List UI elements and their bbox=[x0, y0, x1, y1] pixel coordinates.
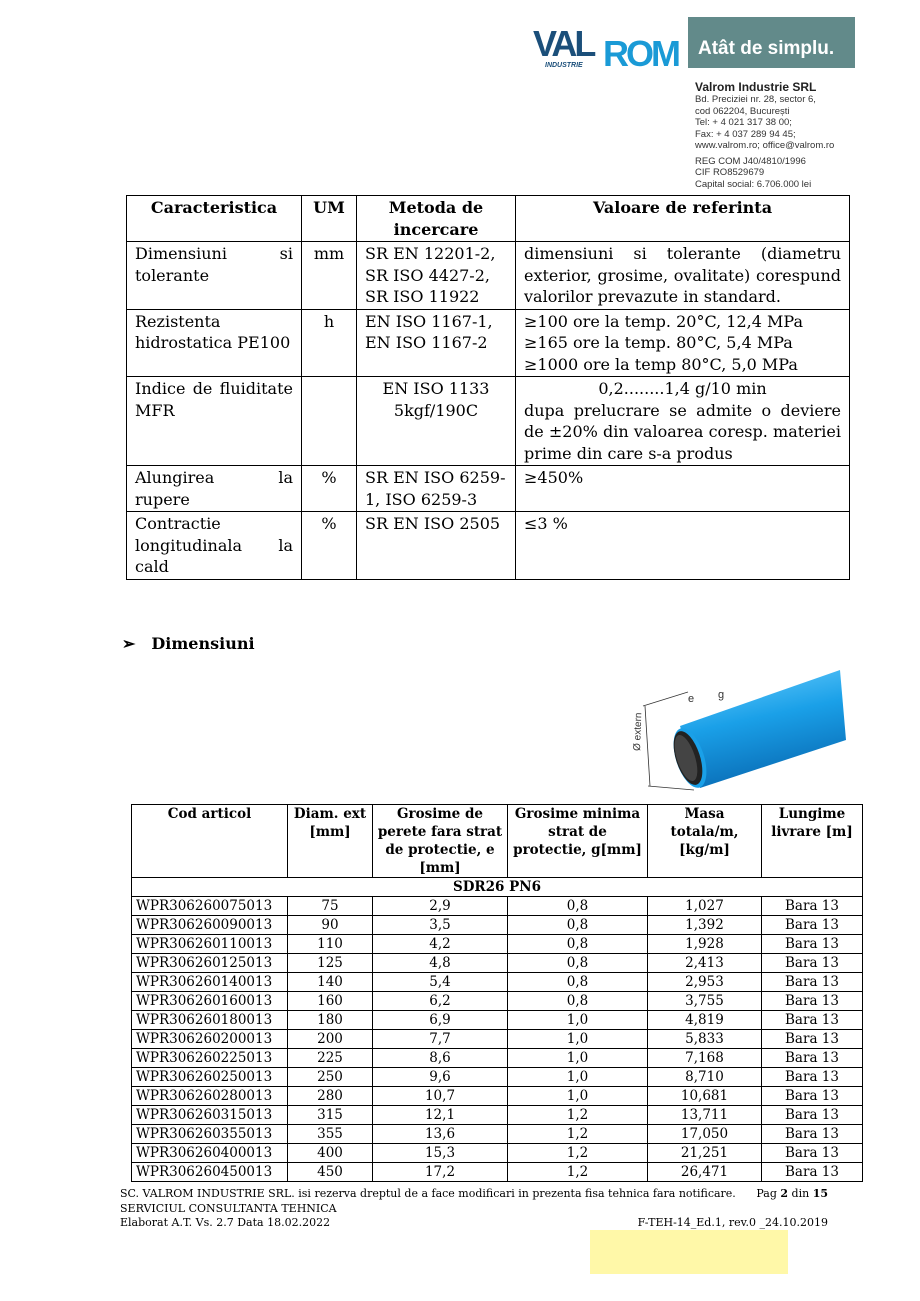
table-header-row bbox=[127, 196, 850, 242]
characteristic: Rezistenta hidrostatica PE100 bbox=[135, 311, 291, 352]
method-cell bbox=[357, 242, 516, 310]
method-cell bbox=[357, 512, 516, 580]
code-cell: WPR306260075013 bbox=[132, 897, 288, 916]
coating-thickness-cell: 1,0 bbox=[508, 1087, 648, 1106]
mass-cell: 1,392 bbox=[648, 916, 762, 935]
dimensions-table bbox=[131, 804, 863, 1182]
code-cell: WPR306260140013 bbox=[132, 973, 288, 992]
method-cell bbox=[357, 309, 516, 377]
value-cell bbox=[516, 466, 850, 512]
page-of: din bbox=[791, 1187, 810, 1200]
value-cell bbox=[516, 242, 850, 310]
value-line: dimensiuni si tolerante (diametru exterior, grosime, ovalitate) corespund valorilor prevazute in standard. bbox=[524, 244, 841, 306]
bullet-icon: ➢ bbox=[122, 634, 136, 653]
elaborat: Elaborat A.T. Vs. 2.7 Data 18.02.2022 bbox=[120, 1216, 331, 1229]
length-cell: Bara 13 bbox=[762, 1125, 863, 1144]
code-cell: WPR306260250013 bbox=[132, 1068, 288, 1087]
coating-thickness-cell: 1,0 bbox=[508, 1011, 648, 1030]
table-row bbox=[132, 973, 863, 992]
length-cell: Bara 13 bbox=[762, 1106, 863, 1125]
table-row bbox=[132, 1125, 863, 1144]
mass-cell: 5,833 bbox=[648, 1030, 762, 1049]
section-title: Dimensiuni bbox=[151, 634, 255, 653]
header-cell: Grosime de perete fara strat de protectie, e [mm] bbox=[373, 805, 508, 878]
page-prefix: Pag bbox=[756, 1187, 777, 1200]
code-cell: WPR306260450013 bbox=[132, 1163, 288, 1182]
mass-cell: 1,027 bbox=[648, 897, 762, 916]
method-line: EN ISO 1133 bbox=[382, 379, 490, 398]
length-cell: Bara 13 bbox=[762, 1144, 863, 1163]
mass-cell: 3,755 bbox=[648, 992, 762, 1011]
wall-thickness-cell: 3,5 bbox=[373, 916, 508, 935]
fax: Fax: + 4 037 289 94 45; bbox=[695, 128, 796, 140]
header-cell: Metoda de incercare bbox=[357, 196, 516, 242]
address-line: Bd. Preciziei nr. 28, sector 6, bbox=[695, 94, 816, 105]
header-cell: Diam. ext [mm] bbox=[288, 805, 373, 878]
method-line: SR EN ISO 6259-1, ISO 6259-3 bbox=[365, 468, 506, 509]
address-line: cod 062204, București bbox=[695, 105, 790, 117]
coating-thickness-cell: 1,0 bbox=[508, 1049, 648, 1068]
table-row bbox=[127, 512, 850, 580]
reg-line: CIF RO8529679 bbox=[695, 167, 765, 178]
characteristic: Contractie longitudinala la cald bbox=[135, 514, 293, 576]
diameter-cell: 90 bbox=[288, 916, 373, 935]
header-cell: Caracteristica bbox=[127, 196, 302, 242]
wall-thickness-cell: 13,6 bbox=[373, 1125, 508, 1144]
method-line: EN ISO 1167-2 bbox=[365, 333, 488, 352]
code-cell: WPR306260280013 bbox=[132, 1087, 288, 1106]
page-current: 2 bbox=[780, 1187, 789, 1200]
unit: % bbox=[321, 514, 337, 533]
header-cell: Masa totala/m, [kg/m] bbox=[648, 805, 762, 878]
wall-thickness-cell: 10,7 bbox=[373, 1087, 508, 1106]
svg-text:ROM: ROM bbox=[603, 33, 678, 70]
characteristic: Dimensiuni si tolerante bbox=[135, 244, 293, 285]
wall-thickness-cell: 5,4 bbox=[373, 973, 508, 992]
mass-cell: 1,928 bbox=[648, 935, 762, 954]
web-email: www.valrom.ro; office@valrom.ro bbox=[695, 140, 835, 151]
wall-thickness-cell: 2,9 bbox=[373, 897, 508, 916]
mass-cell: 10,681 bbox=[648, 1087, 762, 1106]
coating-thickness-cell: 0,8 bbox=[508, 954, 648, 973]
coating-thickness-cell: 1,0 bbox=[508, 1068, 648, 1087]
value-cell bbox=[516, 309, 850, 377]
diameter-cell: 225 bbox=[288, 1049, 373, 1068]
length-cell: Bara 13 bbox=[762, 916, 863, 935]
length-cell: Bara 13 bbox=[762, 1049, 863, 1068]
characteristic: Alungirea la rupere bbox=[135, 468, 293, 509]
value-line: ≥100 ore la temp. 20°C, 12,4 MPa bbox=[524, 311, 803, 331]
um-cell bbox=[302, 466, 357, 512]
diameter-cell: 315 bbox=[288, 1106, 373, 1125]
value-line: ≥165 ore la temp. 80°C, 5,4 MPa bbox=[524, 333, 793, 352]
svg-text:INDUSTRIE: INDUSTRIE bbox=[545, 62, 583, 69]
diameter-cell: 400 bbox=[288, 1144, 373, 1163]
length-cell: Bara 13 bbox=[762, 1030, 863, 1049]
wall-thickness-cell: 6,2 bbox=[373, 992, 508, 1011]
properties-table bbox=[126, 195, 850, 580]
method-line: SR EN ISO 2505 bbox=[365, 514, 501, 533]
length-cell: Bara 13 bbox=[762, 954, 863, 973]
characteristic-cell bbox=[127, 242, 302, 310]
code-cell: WPR306260180013 bbox=[132, 1011, 288, 1030]
table-row bbox=[132, 916, 863, 935]
coating-thickness-cell: 0,8 bbox=[508, 992, 648, 1011]
form-code: F-TEH-14_Ed.1, rev.0 _24.10.2019 bbox=[637, 1216, 828, 1229]
unit: mm bbox=[313, 244, 345, 263]
diameter-cell: 160 bbox=[288, 992, 373, 1011]
g-label: g bbox=[718, 689, 725, 701]
highlight-box bbox=[590, 1230, 788, 1274]
header-cell: Grosime minima strat de protectie, g[mm] bbox=[508, 805, 648, 878]
coating-thickness-cell: 0,8 bbox=[508, 973, 648, 992]
length-cell: Bara 13 bbox=[762, 1011, 863, 1030]
diameter-cell: 250 bbox=[288, 1068, 373, 1087]
wall-thickness-cell: 17,2 bbox=[373, 1163, 508, 1182]
code-cell: WPR306260090013 bbox=[132, 916, 288, 935]
diameter-cell: 140 bbox=[288, 973, 373, 992]
characteristic-cell bbox=[127, 512, 302, 580]
coating-thickness-cell: 0,8 bbox=[508, 935, 648, 954]
diameter-cell: 355 bbox=[288, 1125, 373, 1144]
length-cell: Bara 13 bbox=[762, 897, 863, 916]
table-row bbox=[132, 1163, 863, 1182]
value-cell bbox=[516, 512, 850, 580]
page-total: 15 bbox=[812, 1187, 828, 1200]
method-cell bbox=[357, 377, 516, 466]
mass-cell: 2,413 bbox=[648, 954, 762, 973]
table-row bbox=[132, 1011, 863, 1030]
coating-thickness-cell: 0,8 bbox=[508, 916, 648, 935]
wall-thickness-cell: 4,8 bbox=[373, 954, 508, 973]
code-cell: WPR306260200013 bbox=[132, 1030, 288, 1049]
table-row bbox=[132, 992, 863, 1011]
footer bbox=[120, 1187, 828, 1231]
table-row bbox=[127, 466, 850, 512]
value-line: ≥1000 ore la temp 80°C, 5,0 MPa bbox=[524, 354, 798, 374]
table-row bbox=[132, 897, 863, 916]
diameter-cell: 75 bbox=[288, 897, 373, 916]
header-cell: Lungime livrare [m] bbox=[762, 805, 863, 878]
length-cell: Bara 13 bbox=[762, 1087, 863, 1106]
mass-cell: 4,819 bbox=[648, 1011, 762, 1030]
diameter-cell: 125 bbox=[288, 954, 373, 973]
coating-thickness-cell: 1,2 bbox=[508, 1144, 648, 1163]
code-cell: WPR306260315013 bbox=[132, 1106, 288, 1125]
code-cell: WPR306260355013 bbox=[132, 1125, 288, 1144]
slogan: Atât de simplu. bbox=[688, 17, 855, 68]
method-line: SR ISO 4427-2, bbox=[365, 265, 490, 285]
wall-thickness-cell: 4,2 bbox=[373, 935, 508, 954]
characteristic: Indice de fluiditate MFR bbox=[135, 379, 293, 420]
coating-thickness-cell: 1,2 bbox=[508, 1163, 648, 1182]
department: SERVICIUL CONSULTANTA TEHNICA bbox=[120, 1201, 337, 1215]
valrom-logo bbox=[533, 26, 688, 70]
unit: h bbox=[323, 311, 335, 331]
disclaimer: SC. VALROM INDUSTRIE SRL. isi rezerva dreptul de a face modificari in prezenta fisa tehnica fara notificare. bbox=[120, 1187, 736, 1200]
coating-thickness-cell: 1,0 bbox=[508, 1030, 648, 1049]
value-cell bbox=[516, 377, 850, 466]
method-line: SR ISO 11922 bbox=[365, 287, 480, 306]
table-row bbox=[127, 377, 850, 466]
table-row bbox=[132, 1087, 863, 1106]
section-heading bbox=[122, 634, 271, 653]
header-cell: Valoare de referinta bbox=[516, 196, 850, 242]
code-cell: WPR306260125013 bbox=[132, 954, 288, 973]
value-line: dupa prelucrare se admite o deviere de ±20% din valoarea coresp. materiei prime din care s-a produs bbox=[524, 400, 841, 463]
wall-thickness-cell: 8,6 bbox=[373, 1049, 508, 1068]
length-cell: Bara 13 bbox=[762, 973, 863, 992]
table-row bbox=[132, 1030, 863, 1049]
mass-cell: 2,953 bbox=[648, 973, 762, 992]
method-line: SR EN 12201-2, bbox=[365, 244, 496, 263]
diameter-cell: 200 bbox=[288, 1030, 373, 1049]
phone: Tel: + 4 021 317 38 00; bbox=[695, 117, 792, 128]
method-line: 5kgf/190C bbox=[393, 400, 479, 420]
mass-cell: 17,050 bbox=[648, 1125, 762, 1144]
length-cell: Bara 13 bbox=[762, 992, 863, 1011]
characteristic-cell bbox=[127, 309, 302, 377]
um-cell bbox=[302, 309, 357, 377]
code-cell: WPR306260225013 bbox=[132, 1049, 288, 1068]
length-cell: Bara 13 bbox=[762, 1163, 863, 1182]
header-cell: UM bbox=[302, 196, 357, 242]
length-cell: Bara 13 bbox=[762, 935, 863, 954]
page-number bbox=[756, 1187, 828, 1202]
group-row bbox=[132, 878, 863, 897]
pipe-illustration bbox=[628, 666, 850, 792]
coating-thickness-cell: 0,8 bbox=[508, 897, 648, 916]
um-cell bbox=[302, 242, 357, 310]
method-line: EN ISO 1167-1, bbox=[365, 311, 493, 331]
characteristic-cell bbox=[127, 466, 302, 512]
table-row bbox=[132, 1049, 863, 1068]
method-cell bbox=[357, 466, 516, 512]
unit: % bbox=[321, 468, 337, 487]
wall-thickness-cell: 9,6 bbox=[373, 1068, 508, 1087]
mass-cell: 21,251 bbox=[648, 1144, 762, 1163]
um-cell bbox=[302, 377, 357, 466]
code-cell: WPR306260400013 bbox=[132, 1144, 288, 1163]
header-cell: Cod articol bbox=[132, 805, 288, 878]
value-line: ≤3 % bbox=[524, 514, 568, 533]
table-row bbox=[127, 309, 850, 377]
table-row bbox=[132, 1106, 863, 1125]
value-line: 0,2........1,4 g/10 min bbox=[598, 379, 767, 398]
diameter-label: Ø extern bbox=[632, 712, 645, 752]
table-header-row bbox=[132, 805, 863, 878]
mass-cell: 8,710 bbox=[648, 1068, 762, 1087]
diameter-cell: 450 bbox=[288, 1163, 373, 1182]
reg-line: Capital social: 6.706.000 lei bbox=[695, 178, 812, 190]
coating-thickness-cell: 1,2 bbox=[508, 1125, 648, 1144]
table-row bbox=[132, 935, 863, 954]
wall-thickness-cell: 15,3 bbox=[373, 1144, 508, 1163]
code-cell: WPR306260160013 bbox=[132, 992, 288, 1011]
svg-text:VAL: VAL bbox=[533, 26, 594, 64]
diameter-cell: 110 bbox=[288, 935, 373, 954]
diameter-cell: 280 bbox=[288, 1087, 373, 1106]
um-cell bbox=[302, 512, 357, 580]
company-info bbox=[695, 80, 834, 190]
table-row bbox=[132, 1144, 863, 1163]
wall-thickness-cell: 12,1 bbox=[373, 1106, 508, 1125]
diameter-cell: 180 bbox=[288, 1011, 373, 1030]
table-row bbox=[132, 954, 863, 973]
value-line: ≥450% bbox=[524, 468, 584, 487]
coating-thickness-cell: 1,2 bbox=[508, 1106, 648, 1125]
reg-line: REG COM J40/4810/1996 bbox=[695, 155, 806, 167]
table-row bbox=[127, 242, 850, 310]
mass-cell: 7,168 bbox=[648, 1049, 762, 1068]
group-label: SDR26 PN6 bbox=[132, 878, 863, 897]
mass-cell: 13,711 bbox=[648, 1106, 762, 1125]
e-label: e bbox=[688, 693, 695, 705]
length-cell: Bara 13 bbox=[762, 1068, 863, 1087]
table-row bbox=[132, 1068, 863, 1087]
characteristic-cell bbox=[127, 377, 302, 466]
wall-thickness-cell: 7,7 bbox=[373, 1030, 508, 1049]
company-name: Valrom Industrie SRL bbox=[695, 80, 817, 94]
code-cell: WPR306260110013 bbox=[132, 935, 288, 954]
mass-cell: 26,471 bbox=[648, 1163, 762, 1182]
wall-thickness-cell: 6,9 bbox=[373, 1011, 508, 1030]
